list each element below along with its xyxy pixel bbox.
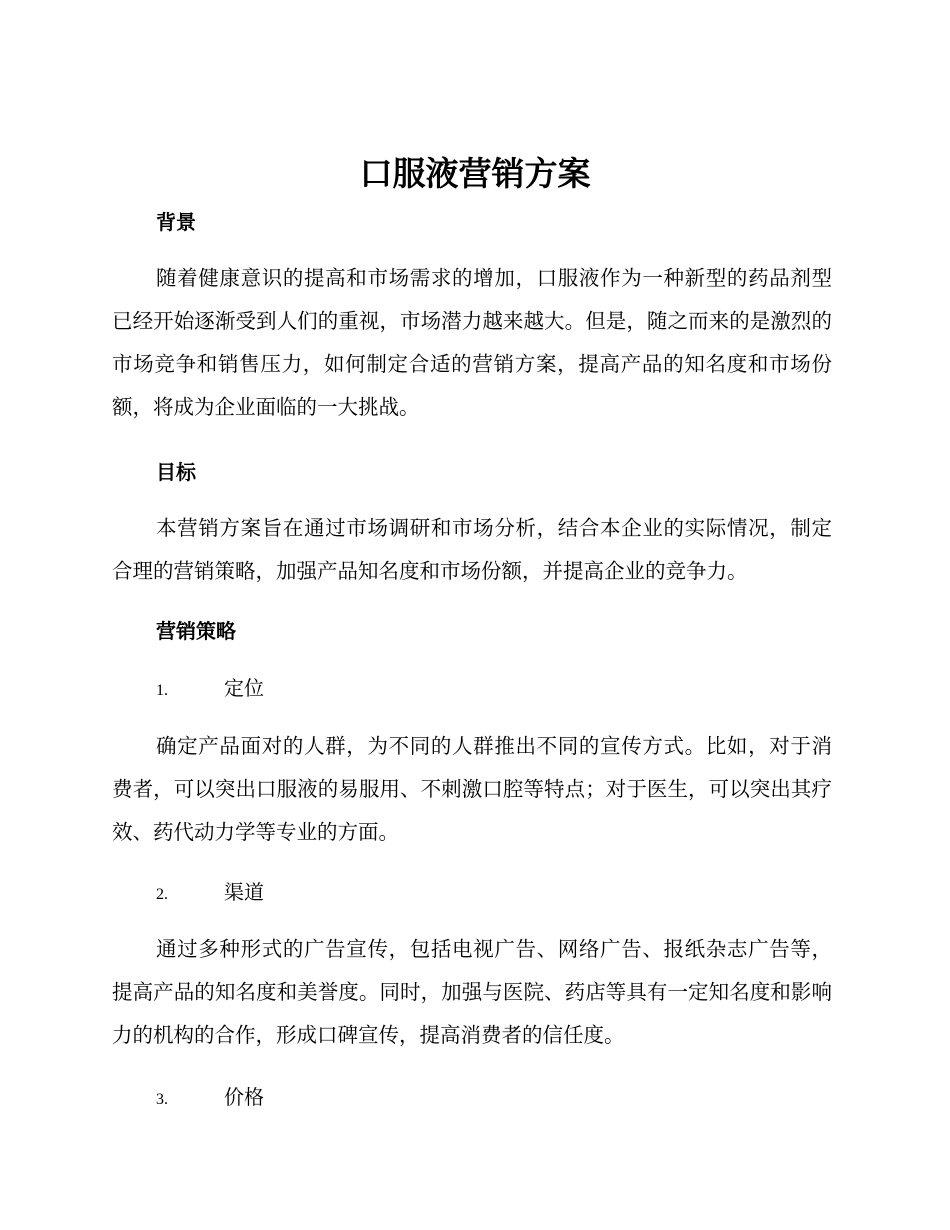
list-item-label: 渠道 xyxy=(224,880,264,904)
list-item-number: 1. xyxy=(156,682,168,699)
strategy-list-item xyxy=(156,674,264,705)
strategy-list-item xyxy=(156,878,264,909)
background-paragraph: 随着健康意识的提高和市场需求的增加，口服液作为一种新型的药品剂型已经开始逐渐受到人们的重视，市场潜力越来越大。但是，随之而来的是激烈的市场竞争和销售压力，如何制定合适的营销方案，提高产品的知名度和市场份额，将成为企业面临的一大挑战。 xyxy=(112,266,832,419)
list-item-number: 2. xyxy=(156,886,168,903)
list-item-label: 定位 xyxy=(224,676,264,700)
section-heading-goal: 目标 xyxy=(156,460,196,484)
list-item-label: 价格 xyxy=(224,1085,264,1109)
goal-paragraph: 本营销方案旨在通过市场调研和市场分析，结合本企业的实际情况，制定合理的营销策略，加强产品知名度和市场份额，并提高企业的竞争力。 xyxy=(112,516,832,583)
positioning-paragraph: 确定产品面对的人群，为不同的人群推出不同的宣传方式。比如，对于消费者，可以突出口服液的易服用、不刺激口腔等特点；对于医生，可以突出其疗效、药代动力学等专业的方面。 xyxy=(112,734,832,844)
channels-paragraph: 通过多种形式的广告宣传，包括电视广告、网络广告、报纸杂志广告等，提高产品的知名度和美誉度。同时，加强与医院、药店等具有一定知名度和影响力的机构的合作，形成口碑宣传，提高消费者的信任度。 xyxy=(112,937,832,1047)
strategy-list-item xyxy=(156,1083,264,1114)
section-heading-background: 背景 xyxy=(156,210,196,234)
section-heading-strategy: 营销策略 xyxy=(156,619,236,643)
list-item-number: 3. xyxy=(156,1091,168,1108)
document-title: 口服液营销方案 xyxy=(359,154,591,193)
